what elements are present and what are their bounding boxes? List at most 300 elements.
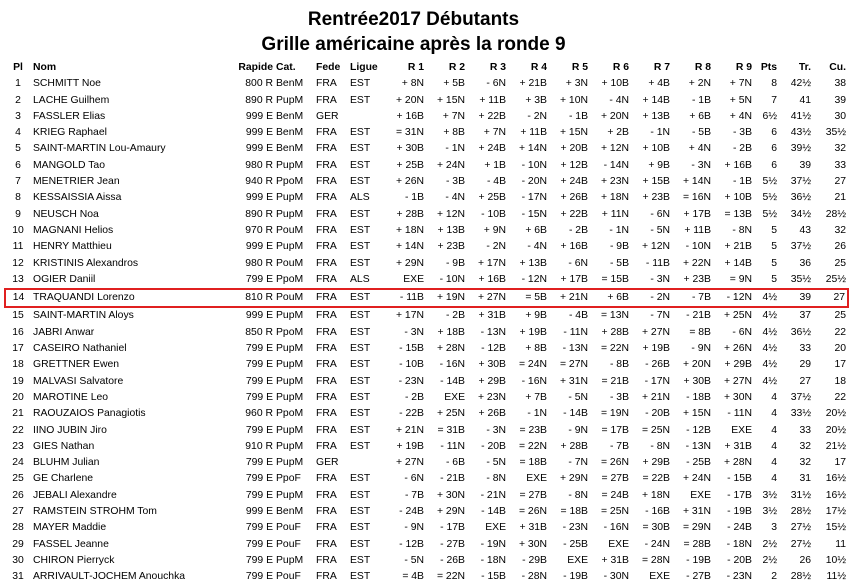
cell-rapide: 799 E xyxy=(245,554,273,566)
header-r1: R 1 xyxy=(407,62,424,73)
cell-r2: - 10N xyxy=(439,273,465,285)
cell-pl: 12 xyxy=(12,257,24,269)
cell-cu: 35½ xyxy=(825,127,846,139)
cell-r4: + 30N xyxy=(518,538,547,550)
cell-r9: EXE xyxy=(731,424,752,436)
table-row xyxy=(5,406,848,422)
cell-r1: + 25B xyxy=(396,159,424,171)
cell-r1: + 8N xyxy=(401,78,424,90)
cell-fede: FRA xyxy=(316,391,337,403)
cell-rapide: 799 E xyxy=(245,522,273,534)
cell-r1: = 31N xyxy=(395,127,424,139)
cell-fede: FRA xyxy=(316,94,337,106)
cell-pl: 28 xyxy=(12,522,24,534)
cell-r3: + 29B xyxy=(478,375,506,387)
cell-r3: - 19N xyxy=(480,538,506,550)
cell-r6: - 16N xyxy=(603,522,629,534)
cell-r7: EXE xyxy=(649,571,670,583)
cell-pl: 1 xyxy=(15,78,21,90)
cell-r4: + 31B xyxy=(519,522,547,534)
cell-cu: 15½ xyxy=(825,522,846,534)
cell-rapide: 980 R xyxy=(245,159,273,171)
cell-r1: - 22B xyxy=(399,408,424,420)
table-row xyxy=(5,93,848,109)
cell-r1: + 27N xyxy=(395,457,424,469)
cell-r4: - 15N xyxy=(521,208,547,220)
cell-cu: 33 xyxy=(834,159,846,171)
cell-r8: - 21B xyxy=(686,310,711,322)
cell-rapide: 850 R xyxy=(245,326,273,338)
cell-r2: - 17B xyxy=(440,522,465,534)
cell-r5: + 31N xyxy=(559,375,588,387)
cell-rapide: 960 R xyxy=(245,408,273,420)
header-tr: Tr. xyxy=(798,62,811,73)
cell-r9: - 23N xyxy=(726,571,752,583)
cell-r9: = 9N xyxy=(729,273,752,285)
cell-r4: + 21B xyxy=(519,78,547,90)
cell-pts: 6½ xyxy=(762,110,777,122)
cell-r1: - 2B xyxy=(404,391,424,403)
cell-fede: FRA xyxy=(316,159,337,171)
cell-rapide: 940 R xyxy=(245,176,273,188)
cell-r5: + 26B xyxy=(560,192,588,204)
cell-pl: 30 xyxy=(12,554,24,566)
cell-r8: + 6B xyxy=(689,110,711,122)
cell-r7: + 27N xyxy=(641,326,670,338)
cell-r8: + 14N xyxy=(682,176,711,188)
cell-r2: + 28N xyxy=(436,343,465,355)
cell-pts: 3 xyxy=(771,522,777,534)
cell-r1: + 18N xyxy=(395,224,424,236)
cell-r2: + 12N xyxy=(436,208,465,220)
cell-tr: 37½ xyxy=(790,241,811,253)
cell-cat: PouF xyxy=(276,522,301,534)
cell-nom: MENETRIER Jean xyxy=(33,176,120,188)
cell-cat: PupM xyxy=(276,94,304,106)
cell-tr: 34½ xyxy=(790,208,811,220)
cell-r8: = 8B xyxy=(689,326,711,338)
cell-r3: + 27N xyxy=(468,289,509,307)
cell-pts: 2 xyxy=(771,571,777,583)
cell-r3: + 23N xyxy=(477,391,506,403)
cell-pl: 23 xyxy=(12,440,24,452)
cell-pts: 2½ xyxy=(762,554,777,566)
cell-pts: 7 xyxy=(771,94,777,106)
cell-r6: - 3B xyxy=(609,391,629,403)
header-r9: R 9 xyxy=(735,62,752,73)
cell-r8: + 4N xyxy=(688,143,711,155)
cell-r2: - 21B xyxy=(440,473,465,485)
cell-r2: - 4N xyxy=(445,192,465,204)
cell-r4: = 22N xyxy=(518,440,547,452)
cell-nom: MAROTINE Leo xyxy=(33,391,109,403)
table-row xyxy=(5,357,848,373)
cell-cu: 38 xyxy=(834,78,846,90)
cell-r9: - 12N xyxy=(714,289,755,307)
cell-r8: + 11B xyxy=(684,224,711,236)
cell-cat: PupM xyxy=(276,391,304,403)
cell-r2: - 6B xyxy=(445,457,465,469)
cell-cu: 16½ xyxy=(825,489,846,501)
cell-nom: SAINT-MARTIN Aloys xyxy=(33,310,134,322)
cell-r9: + 27N xyxy=(723,375,752,387)
cell-r7: - 1N xyxy=(650,127,670,139)
cell-ligue: EST xyxy=(350,241,371,253)
cell-r6: EXE xyxy=(608,538,629,550)
cell-rapide: 890 R xyxy=(245,94,273,106)
table-header-row xyxy=(5,60,848,76)
cell-tr: 42½ xyxy=(790,78,811,90)
cell-rapide: 799 E xyxy=(245,457,273,469)
cell-r1: - 12B xyxy=(399,538,424,550)
cell-r6: = 21B xyxy=(601,375,629,387)
cell-r7: + 4B xyxy=(648,78,670,90)
cell-r5: + 12B xyxy=(560,159,588,171)
cell-r9: - 2B xyxy=(732,143,752,155)
cell-r3: - 21N xyxy=(480,489,506,501)
cell-cat: PupM xyxy=(276,343,304,355)
cell-pts: 6 xyxy=(771,143,777,155)
cell-tr: 39 xyxy=(780,289,813,307)
cell-cat: PupM xyxy=(276,440,304,452)
cell-r3: + 30B xyxy=(478,359,506,371)
cell-r2: = 31B xyxy=(437,424,465,436)
cell-ligue: EST xyxy=(350,375,371,387)
table-row xyxy=(5,125,848,141)
cell-cat: PpoF xyxy=(276,473,301,485)
cell-r1: = 4B xyxy=(402,571,424,583)
cell-r6: = 27B xyxy=(601,473,629,485)
cell-cat: BenM xyxy=(276,78,304,90)
cell-fede: FRA xyxy=(316,208,337,220)
cell-r6: + 6B xyxy=(591,289,632,307)
cell-nom: KRISTINIS Alexandros xyxy=(33,257,139,269)
cell-r4: + 13B xyxy=(519,257,547,269)
cell-cat: PupM xyxy=(276,159,304,171)
cell-fede: FRA xyxy=(316,257,337,269)
cell-r5: - 6N xyxy=(568,257,588,269)
cell-pl: 20 xyxy=(12,391,24,403)
standings-table xyxy=(4,60,849,586)
cell-cat: PpoM xyxy=(276,408,304,420)
cell-fede: GER xyxy=(316,110,339,122)
cell-cu: 17½ xyxy=(825,506,846,518)
cell-nom: KESSAISSIA Aissa xyxy=(33,192,122,204)
table-row xyxy=(5,272,848,289)
header-cat: Cat. xyxy=(276,62,296,73)
cell-tr: 31 xyxy=(799,473,811,485)
cell-r4: + 7B xyxy=(525,391,547,403)
cell-ligue: EST xyxy=(350,310,371,322)
cell-r3: + 16B xyxy=(478,273,506,285)
cell-r7: + 23B xyxy=(642,192,670,204)
cell-fede: FRA xyxy=(316,554,337,566)
cell-r8: - 9N xyxy=(691,343,711,355)
cell-r6: - 5B xyxy=(609,257,629,269)
cell-r7: = 22B xyxy=(642,473,670,485)
cell-fede: FRA xyxy=(316,440,337,452)
header-nom: Nom xyxy=(33,62,57,73)
cell-nom: CASEIRO Nathaniel xyxy=(33,343,127,355)
cell-r7: + 12N xyxy=(641,241,670,253)
cell-pts: 2½ xyxy=(762,538,777,550)
cell-r7: - 2N xyxy=(632,289,673,307)
cell-ligue: EST xyxy=(350,359,371,371)
cell-rapide: 999 E xyxy=(245,127,273,139)
cell-r5: = 27N xyxy=(559,359,588,371)
cell-tr: 27 xyxy=(799,375,811,387)
cell-r2: + 5B xyxy=(443,78,465,90)
cell-cat: PupM xyxy=(276,359,304,371)
cell-r8: + 2N xyxy=(688,78,711,90)
cell-cat: BenM xyxy=(276,110,304,122)
cell-fede: FRA xyxy=(316,489,337,501)
cell-fede: FRA xyxy=(316,359,337,371)
cell-r1: + 19B xyxy=(396,440,424,452)
cell-cu: 22 xyxy=(834,391,846,403)
cell-r7: - 7N xyxy=(650,310,670,322)
cell-r5: + 17B xyxy=(560,273,588,285)
cell-r4: + 8B xyxy=(525,343,547,355)
cell-fede: FRA xyxy=(316,375,337,387)
cell-pts: 8 xyxy=(771,78,777,90)
cell-pl: 22 xyxy=(12,424,24,436)
cell-r8: - 5B xyxy=(691,127,711,139)
cell-rapide: 999 E xyxy=(245,241,273,253)
cell-pts: 4½ xyxy=(762,375,777,387)
table-row xyxy=(5,504,848,520)
cell-r2: + 13B xyxy=(437,224,465,236)
cell-r5: - 13N xyxy=(562,343,588,355)
cell-pts: 4½ xyxy=(762,326,777,338)
cell-r6: - 8B xyxy=(609,359,629,371)
cell-fede: FRA xyxy=(316,424,337,436)
cell-r9: - 17B xyxy=(727,489,752,501)
cell-tr: 39 xyxy=(799,159,811,171)
cell-r2: + 8B xyxy=(443,127,465,139)
cell-r9: + 21B xyxy=(724,241,752,253)
cell-r2: + 7N xyxy=(442,110,465,122)
cell-pts: 5 xyxy=(771,224,777,236)
cell-r1: + 30B xyxy=(396,143,424,155)
cell-r1: + 17N xyxy=(395,310,424,322)
cell-tr: 32 xyxy=(799,440,811,452)
header-r2: R 2 xyxy=(448,62,465,73)
cell-cat: PupM xyxy=(276,310,304,322)
cell-ligue: EST xyxy=(350,176,371,188)
cell-r7: - 11B xyxy=(645,257,670,269)
cell-pl: 27 xyxy=(12,506,24,518)
cell-r6: - 30N xyxy=(603,571,629,583)
cell-tr: 31½ xyxy=(790,489,811,501)
cell-r6: - 9B xyxy=(609,241,629,253)
cell-nom: JEBALI Alexandre xyxy=(33,489,117,501)
cell-pts: 5½ xyxy=(762,192,777,204)
cell-r4: = 5B xyxy=(509,289,550,307)
cell-ligue: EST xyxy=(350,424,371,436)
cell-ligue: EST xyxy=(350,289,386,307)
cell-r4: + 6B xyxy=(525,224,547,236)
cell-ligue: EST xyxy=(350,143,371,155)
cell-pts: 6 xyxy=(771,127,777,139)
cell-ligue: EST xyxy=(350,159,371,171)
cell-r4: - 28N xyxy=(521,571,547,583)
cell-cu: 11½ xyxy=(826,571,846,583)
header-rapide: Rapide xyxy=(238,62,273,73)
cell-r3: - 3N xyxy=(486,424,506,436)
cell-ligue: EST xyxy=(350,408,371,420)
cell-tr: 33½ xyxy=(790,408,811,420)
table-row xyxy=(5,158,848,174)
cell-r2: = 22N xyxy=(436,571,465,583)
cell-r8: - 10N xyxy=(685,241,711,253)
cell-fede: FRA xyxy=(316,408,337,420)
cell-pl: 11 xyxy=(12,241,24,253)
cell-r7: - 26B xyxy=(645,359,670,371)
cell-r9: + 14B xyxy=(724,257,752,269)
cell-cat: PupM xyxy=(276,208,304,220)
header-r7: R 7 xyxy=(653,62,670,73)
cell-r7: + 19B xyxy=(642,343,670,355)
table-row xyxy=(5,141,848,157)
cell-r9: + 5N xyxy=(729,94,752,106)
cell-cu: 21 xyxy=(834,192,846,204)
cell-r1: + 26N xyxy=(395,176,424,188)
cell-cat: PouM xyxy=(276,257,304,269)
cell-r3: - 12B xyxy=(481,343,506,355)
cell-pts: 6 xyxy=(771,159,777,171)
cell-r1: - 24B xyxy=(399,506,424,518)
table-body xyxy=(5,76,848,585)
cell-r4: = 26N xyxy=(518,506,547,518)
table-row xyxy=(5,423,848,439)
table-row xyxy=(5,439,848,455)
cell-r9: + 16B xyxy=(724,159,752,171)
cell-r2: + 29N xyxy=(436,506,465,518)
cell-rapide: 799 E xyxy=(245,473,273,485)
cell-pl: 25 xyxy=(12,473,24,485)
cell-ligue: ALS xyxy=(350,192,370,204)
cell-r4: - 1N xyxy=(527,408,547,420)
cell-nom: GRETTNER Ewen xyxy=(33,359,120,371)
header-cu: Cu. xyxy=(829,62,846,73)
cell-ligue: EST xyxy=(350,506,371,518)
cell-r8: + 17B xyxy=(683,208,711,220)
cell-r3: - 14B xyxy=(481,506,506,518)
cell-rapide: 799 E xyxy=(245,489,273,501)
cell-r3: - 5N xyxy=(486,457,506,469)
cell-pl: 24 xyxy=(12,457,24,469)
cell-tr: 39½ xyxy=(790,143,811,155)
cell-r9: - 8N xyxy=(732,224,752,236)
cell-tr: 27½ xyxy=(790,538,811,550)
cell-r7: + 14B xyxy=(642,94,670,106)
header-r4: R 4 xyxy=(530,62,547,73)
cell-r5: - 1B xyxy=(568,110,588,122)
cell-r6: + 2B xyxy=(607,127,629,139)
cell-r5: = 18B xyxy=(560,506,588,518)
cell-pl: 26 xyxy=(12,489,24,501)
cell-ligue: EST xyxy=(350,257,371,269)
cell-rapide: 970 R xyxy=(245,224,273,236)
header-r8: R 8 xyxy=(694,62,711,73)
cell-ligue: EST xyxy=(350,489,371,501)
cell-ligue xyxy=(350,455,386,471)
cell-r5: - 14B xyxy=(563,408,588,420)
cell-rapide: 799 E xyxy=(245,391,273,403)
cell-rapide: 799 E xyxy=(245,359,273,371)
cell-cu: 32 xyxy=(834,224,846,236)
cell-r4: EXE xyxy=(526,473,547,485)
cell-r3: - 15B xyxy=(481,571,506,583)
cell-r5: - 19B xyxy=(563,571,588,583)
cell-r9: - 18N xyxy=(726,538,752,550)
cell-r4: + 19B xyxy=(519,326,547,338)
cell-tr: 36 xyxy=(799,257,811,269)
cell-r3: + 26B xyxy=(478,408,506,420)
cell-tr: 26 xyxy=(799,554,811,566)
cell-tr: 35½ xyxy=(790,273,811,285)
cell-pl: 6 xyxy=(15,159,21,171)
cell-r9: - 20B xyxy=(727,554,752,566)
cell-nom: RAMSTEIN STROHM Tom xyxy=(33,506,157,518)
cell-r1: + 28B xyxy=(396,208,424,220)
page-subtitle: Grille américaine après la ronde 9 xyxy=(261,34,566,55)
cell-r1: - 23N xyxy=(398,375,424,387)
cell-pts: 5 xyxy=(771,241,777,253)
table-row xyxy=(5,307,848,324)
cell-r4: = 27B xyxy=(519,489,547,501)
cell-r3: + 7N xyxy=(483,127,506,139)
cell-cat: BenM xyxy=(276,143,304,155)
cell-ligue: EST xyxy=(350,208,371,220)
cell-rapide: 799 E xyxy=(245,538,273,550)
cell-tr: 27½ xyxy=(790,522,811,534)
cell-r7: + 29B xyxy=(642,457,670,469)
cell-r3: - 20B xyxy=(481,440,506,452)
cell-nom: MANGOLD Tao xyxy=(33,159,105,171)
cell-r5: + 22B xyxy=(560,208,588,220)
header-pts: Pts xyxy=(760,62,777,73)
cell-r1: + 20N xyxy=(395,94,424,106)
cell-cu: 20½ xyxy=(825,408,846,420)
cell-nom: MALVASI Salvatore xyxy=(33,375,124,387)
cell-r1: - 1B xyxy=(404,192,424,204)
cell-r2: + 15N xyxy=(436,94,465,106)
cell-r8: + 22N xyxy=(682,257,711,269)
cell-r5: - 7N xyxy=(568,457,588,469)
cell-r4: + 11B xyxy=(520,127,547,139)
cell-r9: + 25N xyxy=(723,310,752,322)
cell-nom: HENRY Matthieu xyxy=(33,241,112,253)
cell-r5: - 23N xyxy=(562,522,588,534)
table-row xyxy=(5,207,848,223)
cell-rapide: 980 R xyxy=(245,257,273,269)
cell-pl: 29 xyxy=(12,538,24,550)
cell-cat: PouM xyxy=(276,224,304,236)
cell-r5: + 3N xyxy=(565,78,588,90)
cell-r6: = 22N xyxy=(600,343,629,355)
cell-rapide: 799 E xyxy=(245,343,273,355)
cell-r5: + 29N xyxy=(559,473,588,485)
cell-pl: 8 xyxy=(15,192,21,204)
cell-r7: + 18N xyxy=(641,489,670,501)
cell-fede: FRA xyxy=(316,522,337,534)
cell-nom: LACHE Guilhem xyxy=(33,94,110,106)
cell-cat: PpoM xyxy=(276,176,304,188)
cell-r1: + 21N xyxy=(395,424,424,436)
cell-pts: 4 xyxy=(771,440,777,452)
